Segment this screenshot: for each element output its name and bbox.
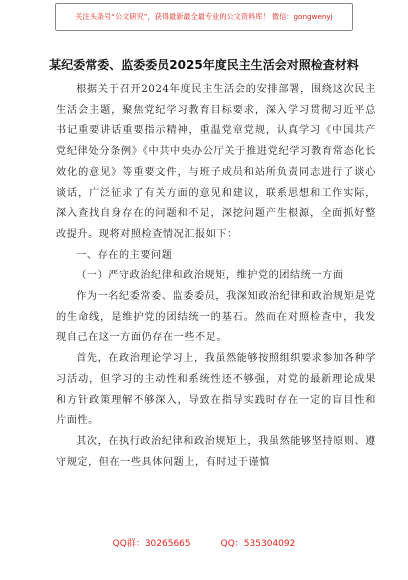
document-title: 某纪委常委、监委委员2025年度民主生活会对照检查材料 xyxy=(49,58,359,72)
document-body xyxy=(56,80,376,473)
section-heading: 一、存在的主要问题 xyxy=(76,249,173,261)
subsection-heading: （一）严守政治纪律和政治规矩，维护党的团结统一方面 xyxy=(76,270,344,282)
footer-qq-group: QQ群：30265665 xyxy=(112,539,191,549)
body-paragraph: 其次，在执行政治纪律和政治规矩上，我虽然能够坚持原则、遵守规定，但在一些具体问题上，有时过于谨慎 xyxy=(56,435,376,468)
body-paragraph: 首先，在政治理论学习上，我虽然能够按照组织要求参加各种学习活动，但学习的主动性和系统性还不够强，对党的最新理论成果和方针政策理解不够深入，导致在指导实践时存在一定的盲目性和片面性。 xyxy=(56,353,376,427)
header-banner: 关注头条号“公文研究”，获得最新最全最专业的公文资料库！ 微信：gongwenyj xyxy=(55,3,353,31)
intro-paragraph: 根据关于召开2024年度民主生活会的安排部署，围绕这次民主生活会主题，聚焦党纪学习教育目标要求，深入学习贯彻习近平总书记重要讲话重要指示精神，重温党章党规，认真学习《中国共产党纪律处分条例》《中共中央办公厅关于推进党纪学习教育常态化长效化的意见》等重要文件，与班子成员和站所负责同志进行了谈心谈话，广泛征求了有关方面的意见和建议，联系思想和工作实际，深入查找自身存在的问题和不足，深挖问题产生根源，全面抓好整改提升。现将对照检查情况汇报如下： xyxy=(56,84,376,240)
footer-contacts xyxy=(0,536,408,549)
footer-qq: QQ：535304092 xyxy=(220,539,296,549)
body-paragraph: 作为一名纪委常委、监委委员，我深知政治纪律和政治规矩是党的生命线，是维护党的团结统一的基石。然而在对照检查中，我发现自己在这一方面仍存在一些不足。 xyxy=(56,291,376,344)
